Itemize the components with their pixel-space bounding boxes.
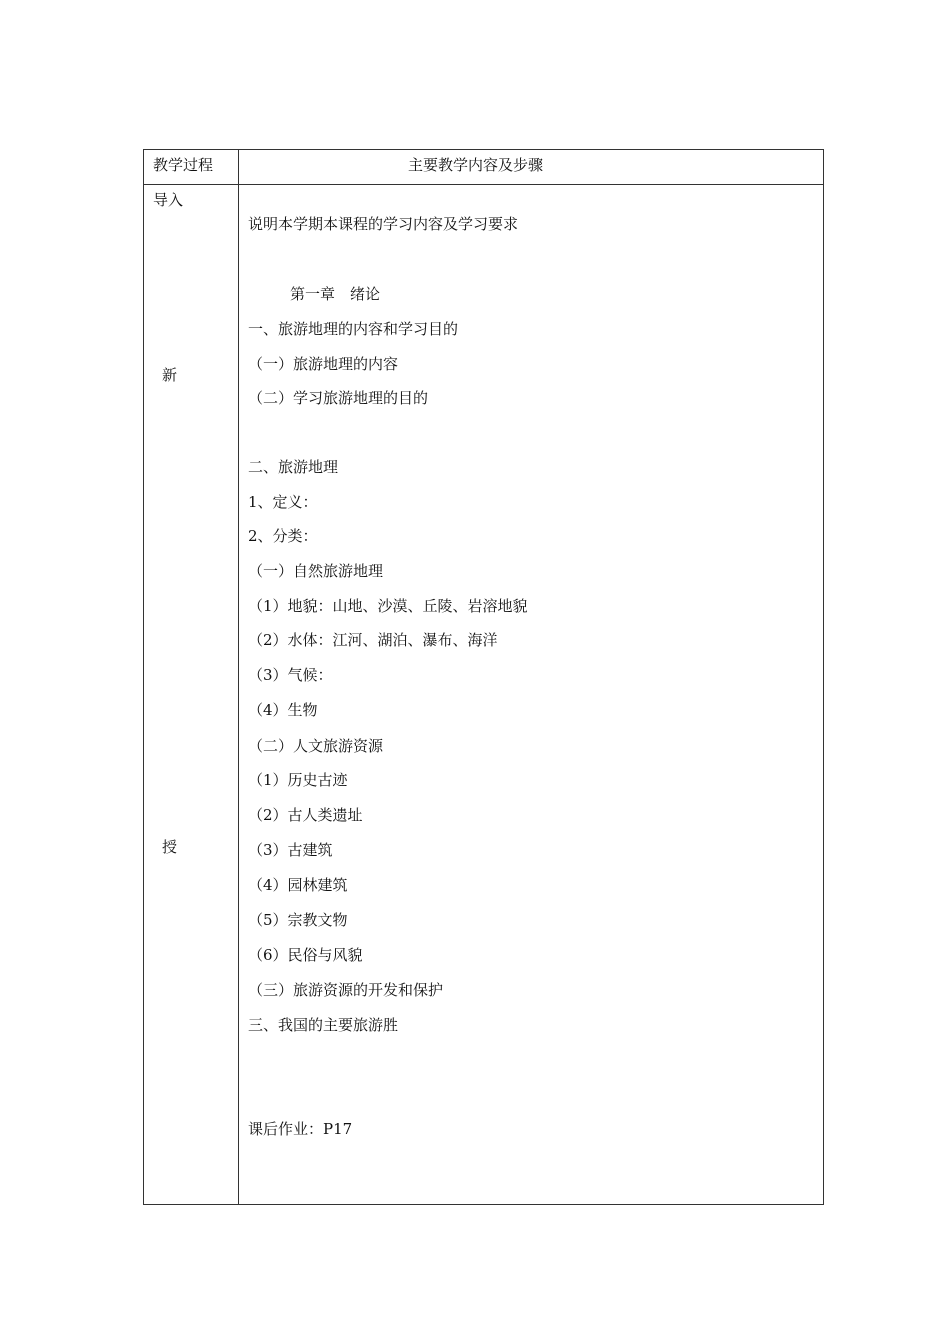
outline-line: （一）旅游地理的内容 — [248, 355, 399, 373]
outline-line: （三）旅游资源的开发和保护 — [248, 981, 444, 999]
lesson-plan-table — [143, 149, 824, 1205]
outline-line: （1）地貌：山地、沙漠、丘陵、岩溶地貌 — [248, 597, 528, 615]
outline-line: （3）气候： — [248, 666, 333, 684]
outline-line: （2）水体：江河、湖泊、瀑布、海洋 — [248, 631, 498, 649]
outline-line: （2）古人类遗址 — [248, 806, 363, 824]
outline-line: 一、旅游地理的内容和学习目的 — [248, 320, 459, 338]
outline-line: 2、分类： — [248, 527, 318, 545]
header-teaching-process: 教学过程 — [153, 156, 214, 174]
outline-line: （4）园林建筑 — [248, 876, 348, 894]
outline-line: 二、旅游地理 — [248, 458, 339, 476]
outline-line: 1、定义： — [248, 493, 318, 511]
outline-line: （二）人文旅游资源 — [248, 737, 384, 755]
outline-line: 三、我国的主要旅游胜 — [248, 1016, 399, 1034]
outline-line: （3）古建筑 — [248, 841, 333, 859]
intro-text: 说明本学期本课程的学习内容及学习要求 — [248, 215, 519, 233]
chapter-title: 第一章 绪论 — [290, 285, 381, 303]
outline-line: （一）自然旅游地理 — [248, 562, 384, 580]
stage-label-new: 新 — [162, 366, 178, 384]
stage-label-teach: 授 — [162, 838, 178, 856]
outline-line: （5）宗教文物 — [248, 911, 348, 929]
header-main-content: 主要教学内容及步骤 — [408, 156, 544, 174]
column-divider — [238, 150, 239, 1204]
outline-line: （1）历史古迹 — [248, 771, 348, 789]
header-divider — [144, 184, 823, 185]
stage-label-intro: 导入 — [153, 191, 184, 209]
homework-text: 课后作业：P17 — [248, 1120, 353, 1138]
outline-line: （二）学习旅游地理的目的 — [248, 389, 429, 407]
outline-line: （4）生物 — [248, 701, 318, 719]
outline-line: （6）民俗与风貌 — [248, 946, 363, 964]
